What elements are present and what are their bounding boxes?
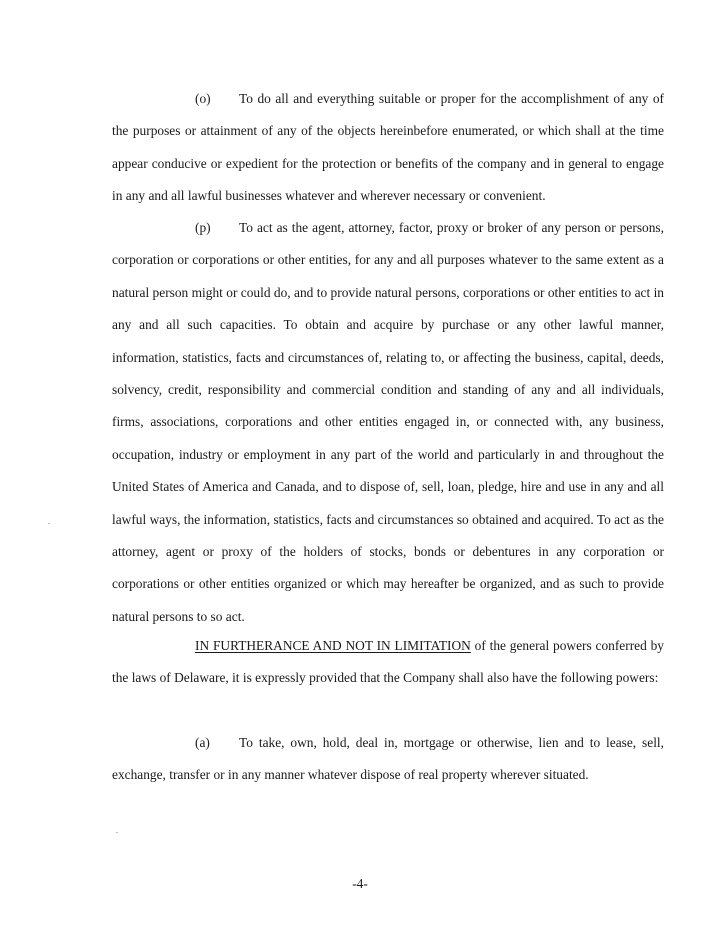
paragraph-marker: (p) bbox=[195, 220, 211, 235]
paragraph-furtherance bbox=[112, 630, 664, 695]
page-number: -4- bbox=[352, 876, 368, 891]
scan-speck bbox=[48, 523, 50, 524]
paragraph-o bbox=[112, 83, 664, 213]
paragraph-text: To act as the agent, attorney, factor, proxy or broker of any person or persons, corporation or corporations or other entities, for any and all purposes whatever to the same extent as a natural person might or could do, and to provide natural persons, corporations or other entities to act in any and all such capacities. To obtain and acquire by purchase or any other lawful manner, information, statistics, facts and circumstances of, relating to, or affecting the business, capital, deeds, solvency, credit, responsibility and commercial condition and standing of any and all individuals, firms, associations, corporations and other entities engaged in, or connected with, any business, occupation, industry or employment in any part of the world and particularly in and throughout the United States of America and Canada, and to dispose of, sell, loan, pledge, hire and use in any and all lawful ways, the information, statistics, facts and circumstances so obtained and acquired. To act as the attorney, agent or proxy of the holders of stocks, bonds or debentures in any corporation or corporations or other entities organized or which may hereafter be organized, and as such to provide natural persons to so act. bbox=[112, 220, 664, 624]
paragraph-text: To take, own, hold, deal in, mortgage or otherwise, lien and to lease, sell, exchange, transfer or in any manner whatever dispose of real property wherever situated. bbox=[112, 735, 664, 783]
paragraph-text: of the general powers conferred by the laws of Delaware, it is expressly provided that the Company shall also have the following powers: bbox=[112, 638, 664, 686]
paragraph-marker: (a) bbox=[195, 735, 210, 750]
paragraph-p bbox=[112, 212, 664, 633]
paragraph-text: To do all and everything suitable or proper for the accomplishment of any of the purposes or attainment of any of the objects hereinbefore enumerated, or which shall at the time appear conducive or expedient for the protection or benefits of the company and in general to engage in any and all lawful businesses whatever and wherever necessary or convenient. bbox=[112, 91, 664, 204]
paragraph-marker: (o) bbox=[195, 91, 211, 106]
underlined-heading: IN FURTHERANCE AND NOT IN LIMITATION bbox=[195, 638, 471, 653]
paragraph-a bbox=[112, 727, 664, 792]
scan-speck bbox=[116, 832, 118, 833]
